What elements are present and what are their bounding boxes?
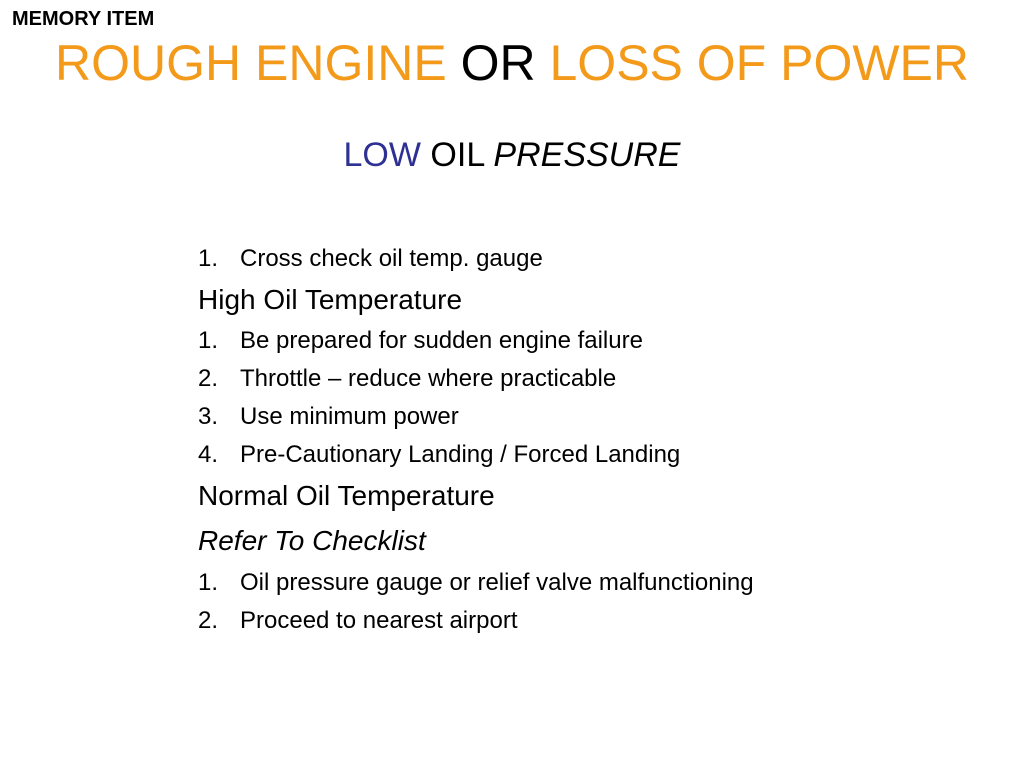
step-text: Be prepared for sudden engine failure — [240, 327, 643, 354]
title-loss-of-power: LOSS OF POWER — [549, 35, 970, 91]
step-text: Pre-Cautionary Landing / Forced Landing — [240, 441, 681, 468]
step-number: 1. — [198, 569, 219, 596]
normal-oil-temperature-heading: Normal Oil Temperature — [198, 480, 495, 511]
subtitle-pressure: PRESSURE — [493, 136, 681, 174]
step-text: Cross check oil temp. gauge — [240, 245, 543, 272]
step-text: Oil pressure gauge or relief valve malfunctioning — [240, 569, 754, 596]
high-oil-temperature-heading: High Oil Temperature — [198, 284, 463, 315]
page-subtitle — [0, 136, 1024, 175]
list-item — [198, 240, 998, 278]
step-number: 2. — [198, 365, 219, 392]
memory-item-label: MEMORY ITEM — [12, 8, 155, 30]
list-item — [198, 360, 998, 398]
list-item — [198, 602, 998, 640]
list-item — [198, 564, 998, 602]
page-title — [0, 34, 1024, 92]
step-number: 1. — [198, 327, 219, 354]
subtitle-low: LOW — [343, 136, 421, 174]
title-rough-engine: ROUGH ENGINE — [54, 35, 447, 91]
list-item — [198, 322, 998, 360]
step-number: 3. — [198, 403, 219, 430]
list-item — [198, 398, 998, 436]
list-item — [198, 436, 998, 474]
step-number: 2. — [198, 607, 219, 634]
step-number: 4. — [198, 441, 219, 468]
step-text: Use minimum power — [240, 403, 459, 430]
subtitle-oil: OIL — [430, 136, 484, 174]
refer-to-checklist-heading: Refer To Checklist — [198, 525, 426, 556]
title-or: OR — [460, 35, 536, 91]
procedure-content — [198, 240, 998, 640]
step-number: 1. — [198, 245, 219, 272]
step-text: Proceed to nearest airport — [240, 607, 518, 634]
step-text: Throttle – reduce where practicable — [240, 365, 617, 392]
